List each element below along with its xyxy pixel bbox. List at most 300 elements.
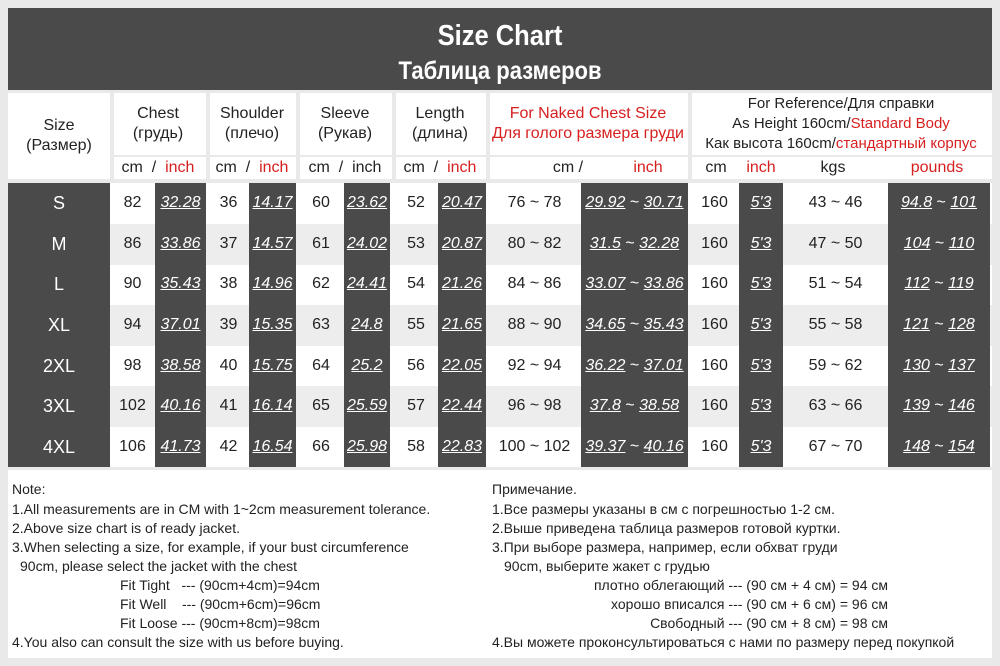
units-length [394, 157, 486, 179]
cell-sh-cm [208, 224, 249, 265]
cell-naked-cm [488, 264, 581, 305]
value-sh-in: 16.54 [252, 437, 293, 455]
value-lb-b: 146 [948, 397, 975, 415]
range-tilde: ~ [620, 234, 640, 252]
note-ru-4: 4.Вы можете проконсультироваться с нами по размеру перед покупкой [492, 634, 955, 650]
value-chest-in: 32.28 [160, 194, 201, 212]
value-kgs: 55 ~ 58 [808, 316, 863, 334]
value-chest-in: 40.16 [160, 397, 201, 415]
value-sh-cm: 41 [219, 397, 238, 415]
cell-height-cm [690, 183, 739, 224]
cell-sh-in [249, 386, 296, 427]
value-height-cm: 160 [701, 316, 728, 334]
header-shoulder-ru: (плечо) [224, 125, 280, 142]
cell-kgs [783, 305, 888, 346]
cell-chest-in [155, 345, 206, 386]
value-sl-cm: 63 [312, 316, 330, 334]
value-naked-in-b: 38.58 [639, 397, 680, 415]
cell-len-cm [394, 183, 438, 224]
header-size-en: Size [43, 117, 75, 134]
cell-pounds [888, 264, 990, 305]
unit-slash: / [433, 159, 439, 176]
value-chest-cm: 82 [123, 194, 142, 212]
cell-height-in [739, 427, 783, 468]
cell-pounds [888, 305, 990, 346]
divider [110, 93, 114, 183]
value-len-cm: 57 [407, 397, 425, 415]
cell-chest-in [155, 386, 206, 427]
cell-pounds [888, 427, 990, 468]
cell-chest-in [155, 183, 206, 224]
units-naked-inch [608, 157, 688, 179]
cell-chest-cm [110, 183, 155, 224]
unit-slash: / [245, 159, 251, 176]
range-tilde: ~ [625, 275, 644, 293]
cell-chest-cm [110, 224, 155, 265]
value-lb-a: 104 [903, 234, 931, 252]
unit-cm: cm [403, 159, 425, 176]
header-sleeve-en: Sleeve [320, 105, 370, 122]
cell-height-cm [690, 305, 739, 346]
value-kgs: 67 ~ 70 [808, 437, 863, 455]
note-ru-fit-tight: плотно облегающий --- (90 см + 4 см) = 94 см [593, 577, 888, 593]
unit-inch: inch [746, 159, 776, 176]
header-ref-line3 [705, 134, 976, 154]
range-tilde: ~ [932, 194, 951, 212]
value-len-cm: 54 [407, 275, 425, 293]
cell-len-cm [394, 427, 438, 468]
unit-kgs: kgs [820, 159, 846, 176]
note-ru-2: 2.Выше приведена таблица размеров готовой куртки. [492, 520, 841, 536]
value-chest-in: 38.58 [160, 356, 201, 374]
cell-len-cm [394, 386, 438, 427]
value-sl-cm: 61 [312, 234, 330, 252]
cell-pounds [888, 183, 990, 224]
cell-size [8, 183, 110, 224]
cell-chest-cm [110, 305, 155, 346]
value-lb-b: 119 [948, 275, 974, 293]
title-banner [8, 8, 992, 90]
value-sl-cm: 62 [312, 275, 330, 293]
value-sh-cm: 38 [219, 275, 238, 293]
table-row [8, 264, 992, 305]
note-en-fit-loose: Fit Loose --- (90cm+8cm)=98cm [120, 615, 320, 631]
header-ref-line3b: стандартный корпус [835, 135, 977, 152]
value-len-in: 20.47 [441, 194, 483, 212]
cell-len-in [438, 224, 486, 265]
unit-inch: inch [633, 159, 663, 176]
header-naked-en: For Naked Chest Size [509, 105, 667, 122]
value-len-in: 20.87 [441, 234, 483, 252]
cell-sl-cm [298, 305, 344, 346]
value-naked-cm: 84 ~ 86 [507, 275, 562, 293]
cell-height-in [739, 224, 783, 265]
value-len-in: 22.83 [441, 437, 483, 455]
value-lb-b: 137 [948, 356, 975, 374]
value-sh-in: 14.17 [252, 194, 293, 212]
value-chest-cm: 94 [123, 316, 142, 334]
value-naked-in-b: 33.86 [643, 275, 684, 293]
title-en: Size Chart [437, 20, 563, 52]
cell-size [8, 345, 110, 386]
value-height-in: 5'3 [750, 275, 772, 293]
value-sl-in: 24.41 [346, 275, 388, 293]
header-reference [690, 93, 992, 155]
value-sl-in: 24.8 [351, 316, 383, 334]
cell-height-cm [690, 345, 739, 386]
cell-sh-in [249, 264, 296, 305]
header-naked-chest [488, 93, 688, 155]
header-length [394, 93, 486, 155]
range-tilde: ~ [929, 437, 949, 455]
cell-sh-cm [208, 345, 249, 386]
range-tilde: ~ [929, 356, 949, 374]
cell-sl-cm [298, 427, 344, 468]
range-tilde: ~ [929, 316, 949, 334]
value-sh-in: 15.75 [252, 356, 293, 374]
unit-slash: / [338, 159, 344, 176]
cell-len-in [438, 305, 486, 346]
cell-chest-in [155, 427, 206, 468]
cell-naked-inch [581, 345, 688, 386]
value-lb-a: 148 [903, 437, 930, 455]
cell-chest-in [155, 224, 206, 265]
units-sleeve [298, 157, 392, 179]
cell-size [8, 386, 110, 427]
value-size: L [53, 274, 64, 295]
cell-kgs [783, 183, 888, 224]
divider [110, 155, 992, 157]
value-sl-cm: 65 [312, 397, 330, 415]
value-sl-cm: 60 [312, 194, 330, 212]
cell-size [8, 264, 110, 305]
unit-cm: cm [121, 159, 143, 176]
cell-height-cm [690, 224, 739, 265]
cell-pounds [888, 224, 990, 265]
cell-height-in [739, 183, 783, 224]
header-shoulder [208, 93, 296, 155]
cell-size [8, 427, 110, 468]
header-chest-en: Chest [137, 105, 179, 122]
range-tilde: ~ [625, 194, 644, 212]
range-tilde: ~ [930, 234, 949, 252]
value-size: 4XL [42, 436, 76, 457]
divider [296, 93, 300, 183]
value-chest-in: 33.86 [160, 234, 201, 252]
value-len-cm: 58 [407, 437, 425, 455]
cell-len-cm [394, 345, 438, 386]
value-sh-in: 15.35 [252, 316, 293, 334]
unit-cm: cm [705, 159, 727, 176]
value-sl-cm: 66 [312, 437, 330, 455]
value-naked-cm: 100 ~ 102 [498, 437, 571, 455]
divider [486, 93, 490, 183]
value-height-cm: 160 [701, 356, 728, 374]
cell-naked-inch [581, 305, 688, 346]
header-shoulder-en: Shoulder [219, 105, 285, 122]
cell-sh-cm [208, 183, 249, 224]
header-length-ru: (длина) [412, 125, 468, 142]
value-chest-in: 37.01 [160, 316, 201, 334]
note-en-2: 2.Above size chart is of ready jacket. [12, 520, 240, 536]
note-en-3b: 90cm, please select the jacket with the chest [20, 558, 298, 574]
header-size-ru: (Размер) [26, 137, 92, 154]
range-tilde: ~ [929, 275, 949, 293]
size-table [8, 93, 992, 467]
value-height-in: 5'3 [750, 194, 772, 212]
value-sl-in: 25.59 [346, 397, 388, 415]
value-naked-in-a: 34.65 [585, 316, 626, 334]
cell-naked-inch [581, 224, 688, 265]
header-chest-ru: (грудь) [132, 125, 184, 142]
value-sh-cm: 36 [219, 194, 238, 212]
table-body [8, 183, 992, 467]
cell-height-cm [690, 264, 739, 305]
header-ref-line2a: As Height 160cm/ [732, 115, 851, 132]
table-row [8, 345, 992, 386]
note-en-4: 4.You also can consult the size with us before buying. [12, 634, 344, 650]
header-ref-line2b: Standard Body [850, 115, 950, 132]
table-row [8, 427, 992, 468]
value-naked-in-a: 36.22 [585, 356, 626, 374]
cell-height-in [739, 305, 783, 346]
value-kgs: 47 ~ 50 [808, 234, 863, 252]
cell-sl-in [344, 386, 390, 427]
value-chest-cm: 90 [123, 275, 142, 293]
range-tilde: ~ [625, 316, 644, 334]
cell-kgs [783, 264, 888, 305]
value-sl-in: 25.2 [351, 356, 383, 374]
cell-kgs [783, 427, 888, 468]
cell-len-in [438, 345, 486, 386]
value-naked-in-a: 39.37 [585, 437, 626, 455]
value-len-in: 21.26 [441, 275, 483, 293]
value-height-cm: 160 [701, 194, 728, 212]
note-ru-3a: 3.При выборе размера, например, если обхват груди [492, 539, 838, 555]
cell-height-cm [690, 386, 739, 427]
header-ref-line2 [732, 114, 950, 134]
cell-height-in [739, 386, 783, 427]
value-naked-in-b: 35.43 [643, 316, 684, 334]
value-chest-cm: 98 [123, 356, 142, 374]
cell-pounds [888, 345, 990, 386]
cell-len-in [438, 386, 486, 427]
cell-naked-inch [581, 386, 688, 427]
value-naked-in-b: 32.28 [639, 234, 680, 252]
note-en-fit-tight: Fit Tight --- (90cm+4cm)=94cm [120, 577, 320, 593]
cell-height-in [739, 345, 783, 386]
cell-len-in [438, 427, 486, 468]
table-row [8, 386, 992, 427]
cell-sl-in [344, 427, 390, 468]
note-en-fit-well: Fit Well --- (90cm+6cm)=96cm [120, 596, 321, 612]
value-size: 2XL [42, 355, 76, 376]
value-sh-cm: 40 [219, 356, 238, 374]
value-lb-b: 128 [948, 316, 975, 334]
value-chest-in: 41.73 [160, 437, 201, 455]
value-len-in: 21.65 [441, 316, 483, 334]
value-kgs: 51 ~ 54 [808, 275, 863, 293]
header-sleeve [298, 93, 392, 155]
value-kgs: 59 ~ 62 [808, 356, 863, 374]
value-size: S [52, 193, 65, 214]
cell-sl-in [344, 264, 390, 305]
notes-panel [8, 470, 992, 658]
value-sl-in: 24.02 [346, 234, 388, 252]
units-height-inch [742, 157, 780, 179]
value-sl-in: 23.62 [346, 194, 388, 212]
note-heading-ru: Примечание. [492, 481, 577, 497]
value-len-cm: 53 [407, 234, 425, 252]
value-naked-in-b: 37.01 [643, 356, 684, 374]
cell-sh-cm [208, 427, 249, 468]
cell-sh-cm [208, 264, 249, 305]
cell-pounds [888, 386, 990, 427]
value-naked-cm: 76 ~ 78 [507, 194, 562, 212]
cell-size [8, 305, 110, 346]
cell-naked-cm [488, 427, 581, 468]
value-len-in: 22.44 [441, 397, 483, 415]
value-naked-in-a: 29.92 [585, 194, 626, 212]
unit-inch: inch [165, 159, 195, 176]
unit-cm-slash: cm / [552, 159, 584, 176]
units-chest [110, 157, 206, 179]
cell-height-cm [690, 427, 739, 468]
cell-naked-inch [581, 264, 688, 305]
cell-len-in [438, 264, 486, 305]
value-height-in: 5'3 [750, 356, 772, 374]
cell-len-cm [394, 305, 438, 346]
cell-naked-cm [488, 183, 581, 224]
units-shoulder [208, 157, 296, 179]
value-sh-cm: 37 [219, 234, 238, 252]
cell-sh-in [249, 305, 296, 346]
range-tilde: ~ [625, 437, 644, 455]
unit-inch: inch [447, 159, 477, 176]
value-height-in: 5'3 [750, 316, 772, 334]
range-tilde: ~ [929, 397, 949, 415]
value-naked-cm: 80 ~ 82 [507, 234, 562, 252]
cell-kgs [783, 345, 888, 386]
value-len-cm: 56 [407, 356, 425, 374]
cell-len-cm [394, 224, 438, 265]
cell-sh-cm [208, 305, 249, 346]
header-length-en: Length [415, 105, 465, 122]
cell-sl-in [344, 345, 390, 386]
title-ru: Таблица размеров [398, 57, 602, 85]
value-sh-in: 14.57 [252, 234, 293, 252]
value-sl-cm: 64 [312, 356, 330, 374]
cell-sl-cm [298, 345, 344, 386]
value-size: M [51, 233, 67, 254]
cell-chest-in [155, 305, 206, 346]
value-lb-a: 112 [904, 275, 930, 293]
header-naked-ru: Для голого размера груди [492, 125, 684, 142]
note-heading-en: Note: [12, 481, 46, 497]
value-height-in: 5'3 [750, 234, 772, 252]
cell-naked-cm [488, 386, 581, 427]
value-naked-in-a: 37.8 [589, 397, 621, 415]
value-lb-a: 94.8 [900, 194, 933, 212]
value-lb-a: 121 [903, 316, 930, 334]
value-lb-b: 110 [948, 234, 975, 252]
cell-sl-cm [298, 386, 344, 427]
cell-naked-cm [488, 224, 581, 265]
unit-inch: inch [352, 159, 382, 176]
cell-sl-in [344, 305, 390, 346]
value-lb-b: 154 [948, 437, 975, 455]
value-kgs: 43 ~ 46 [808, 194, 863, 212]
cell-naked-inch [581, 427, 688, 468]
note-ru-fit-well: хорошо вписался --- (90 см + 6 см) = 96 см [611, 596, 888, 612]
cell-height-in [739, 264, 783, 305]
header-size [8, 93, 110, 179]
units-naked-cm [528, 157, 608, 179]
cell-size [8, 224, 110, 265]
cell-kgs [783, 224, 888, 265]
value-height-cm: 160 [701, 234, 728, 252]
unit-inch: inch [259, 159, 289, 176]
cell-len-in [438, 183, 486, 224]
table-row [8, 305, 992, 346]
unit-cm: cm [308, 159, 330, 176]
units-kgs [780, 157, 886, 179]
value-chest-in: 35.43 [160, 275, 201, 293]
unit-pounds: pounds [910, 159, 964, 176]
cell-sh-in [249, 427, 296, 468]
unit-cm: cm [215, 159, 237, 176]
units-pounds [886, 157, 988, 179]
cell-sl-in [344, 224, 390, 265]
value-chest-cm: 106 [119, 437, 146, 455]
header-chest [110, 93, 206, 155]
value-height-cm: 160 [701, 397, 728, 415]
range-tilde: ~ [620, 397, 640, 415]
value-naked-cm: 88 ~ 90 [507, 316, 562, 334]
value-height-cm: 160 [701, 275, 728, 293]
value-naked-in-b: 30.71 [643, 194, 684, 212]
value-len-in: 22.05 [441, 356, 483, 374]
value-size: XL [47, 315, 71, 336]
value-sh-in: 14.96 [252, 275, 293, 293]
divider [688, 93, 692, 183]
value-sh-cm: 42 [219, 437, 238, 455]
cell-naked-inch [581, 183, 688, 224]
value-len-cm: 55 [407, 316, 425, 334]
value-lb-b: 101 [950, 194, 978, 212]
value-height-in: 5'3 [750, 437, 772, 455]
cell-naked-cm [488, 305, 581, 346]
value-chest-cm: 102 [119, 397, 146, 415]
note-en-1: 1.All measurements are in CM with 1~2cm measurement tolerance. [12, 501, 431, 517]
cell-sl-cm [298, 264, 344, 305]
value-sl-in: 25.98 [346, 437, 388, 455]
cell-sl-in [344, 183, 390, 224]
value-naked-cm: 92 ~ 94 [507, 356, 562, 374]
cell-sh-cm [208, 386, 249, 427]
unit-slash: / [151, 159, 157, 176]
value-lb-a: 130 [903, 356, 930, 374]
cell-naked-cm [488, 345, 581, 386]
cell-kgs [783, 386, 888, 427]
cell-sh-in [249, 224, 296, 265]
value-naked-in-b: 40.16 [643, 437, 684, 455]
range-tilde: ~ [625, 356, 644, 374]
cell-chest-cm [110, 427, 155, 468]
value-height-cm: 160 [701, 437, 728, 455]
value-lb-a: 139 [903, 397, 930, 415]
cell-chest-cm [110, 264, 155, 305]
